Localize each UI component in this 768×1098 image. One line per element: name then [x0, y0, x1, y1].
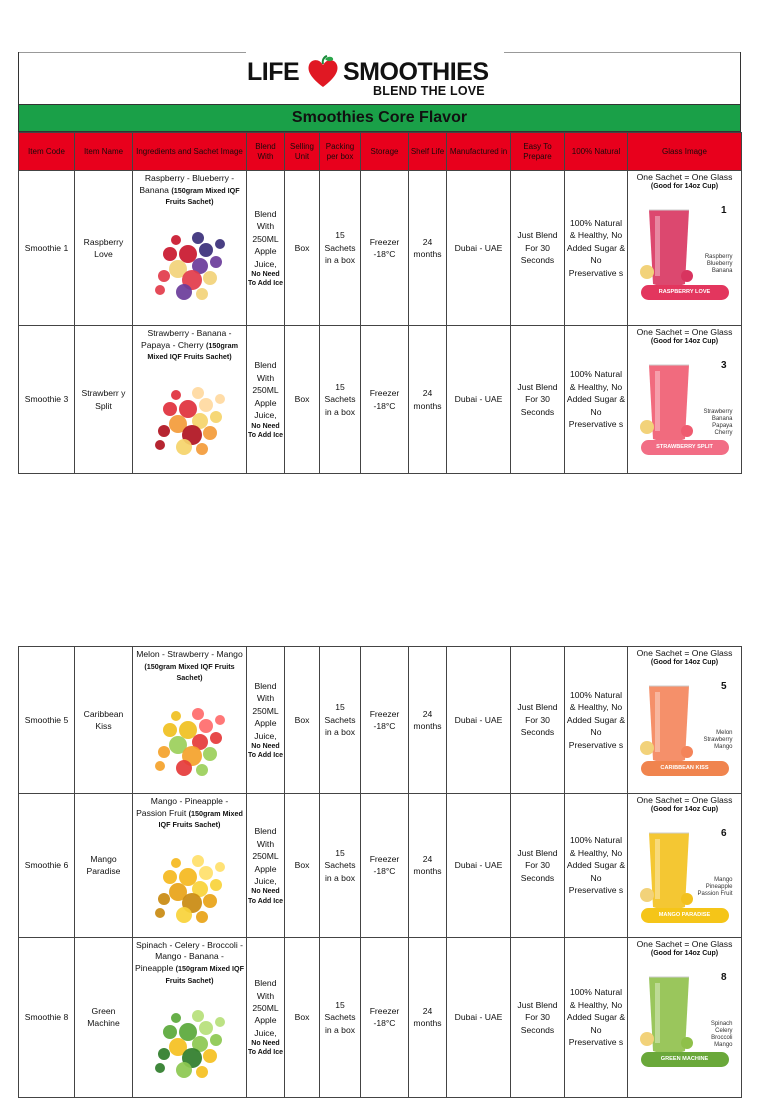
ingredients-text: Spinach - Celery - Broccoli - Mango - Banana - Pineapple — [135, 939, 243, 973]
blend-with: Blend With 250ML Apple Juice, No Need To Add Ice — [247, 937, 285, 1097]
glass-fruit-name: Passion Fruit — [697, 891, 733, 898]
sachet-fruit-image — [140, 214, 240, 314]
flavor-table-1 — [18, 132, 742, 474]
logo-box — [18, 52, 741, 104]
header-item-code: Item Code — [19, 133, 75, 171]
selling-unit: Box — [285, 326, 320, 474]
manufactured-in: Dubai - UAE — [447, 937, 511, 1097]
shelf-life: 24 months — [409, 937, 447, 1097]
flavor-badge: STRAWBERRY SPLIT — [641, 440, 729, 455]
glass-fruit-names — [703, 409, 732, 437]
glass-fruit-names — [705, 254, 733, 275]
flavor-number: 6 — [720, 828, 727, 840]
table-row — [19, 647, 742, 794]
product-sheet-2 — [18, 646, 741, 1063]
glass-image-cell — [628, 326, 742, 474]
ingredients-text: Mango - Pineapple - Passion Fruit — [136, 796, 229, 818]
sachet-note: (150gram Mixed IQF Fruits Sachet) — [147, 340, 238, 362]
glass-fruit-name: Strawberry — [703, 409, 733, 416]
storage: Freezer -18°C — [361, 171, 409, 326]
ingredients-text: Raspberry - Blueberry - Banana — [139, 173, 235, 195]
sachet-note: (150gram Mixed IQF Fruits Sachet) — [165, 185, 240, 207]
ingredients-cell — [133, 171, 247, 326]
glass-fruit-name: Cherry — [714, 430, 733, 437]
blend-with: Blend With 250ML Apple Juice, No Need To Add Ice — [247, 647, 285, 794]
glass-subheading: (Good for 14oz Cup) — [650, 950, 719, 958]
sachet-fruit-image — [140, 369, 240, 469]
flavor-number: 8 — [720, 972, 727, 984]
sachet-note: (150gram Mixed IQF Fruits Sachet) — [165, 963, 244, 985]
storage: Freezer -18°C — [361, 647, 409, 794]
natural: 100% Natural & Healthy, No Added Sugar & No Preservative s — [565, 937, 628, 1097]
header-blend-with: Blend With — [247, 133, 285, 171]
item-name: Strawberr y Split — [75, 326, 133, 474]
glass-fruit-name: Blueberry — [706, 261, 733, 268]
packing: 15 Sachets in a box — [320, 647, 361, 794]
blend-note: No Need To Add Ice — [248, 1040, 283, 1057]
glass-fruit-name: Mango — [714, 877, 733, 884]
glass-heading: One Sachet = One Glass — [636, 172, 733, 182]
glass-fruit-name: Banana — [711, 416, 733, 423]
glass-fruit-name: Banana — [711, 268, 733, 275]
selling-unit: Box — [285, 794, 320, 938]
storage: Freezer -18°C — [361, 326, 409, 474]
packing: 15 Sachets in a box — [320, 937, 361, 1097]
glass-fruit-name: Spinach — [710, 1021, 733, 1028]
blend-note: No Need To Add Ice — [248, 888, 283, 905]
flavor-badge: MANGO PARADISE — [641, 908, 729, 923]
blend-with: Blend With 250ML Apple Juice, No Need To Add Ice — [247, 171, 285, 326]
sachet-note: (150gram Mixed IQF Fruits Sachet) — [144, 661, 235, 683]
blend-note: No Need To Add Ice — [248, 422, 283, 439]
table-row — [19, 794, 742, 938]
flavor-table-2 — [18, 646, 742, 1098]
blend-note: No Need To Add Ice — [248, 271, 283, 288]
glass-heading: One Sachet = One Glass — [636, 327, 733, 337]
glass-image-cell — [628, 794, 742, 938]
shelf-life: 24 months — [409, 326, 447, 474]
smoothie-glass-image — [633, 819, 737, 927]
item-code: Smoothie 8 — [19, 937, 75, 1097]
glass-fruit-name: Melon — [716, 730, 733, 737]
easy-prepare: Just Blend For 30 Seconds — [511, 171, 565, 326]
sachet-fruit-image — [140, 992, 240, 1092]
flavor-badge: GREEN MACHINE — [641, 1052, 729, 1067]
item-name: Raspberry Love — [75, 171, 133, 326]
shelf-life: 24 months — [409, 647, 447, 794]
glass-image-cell — [628, 647, 742, 794]
header-shelf-life: Shelf Life — [409, 133, 447, 171]
manufactured-in: Dubai - UAE — [447, 794, 511, 938]
natural: 100% Natural & Healthy, No Added Sugar & No Preservative s — [565, 794, 628, 938]
sachet-fruit-image — [140, 837, 240, 937]
header-selling-unit: Selling Unit — [285, 133, 320, 171]
item-code: Smoothie 1 — [19, 171, 75, 326]
glass-fruit-name: Strawberry — [703, 737, 733, 744]
glass-subheading: (Good for 14oz Cup) — [650, 659, 719, 667]
flavor-badge: RASPBERRY LOVE — [641, 285, 729, 300]
selling-unit: Box — [285, 171, 320, 326]
ingredients-cell — [133, 937, 247, 1097]
glass-fruit-name: Broccoli — [711, 1035, 733, 1042]
easy-prepare: Just Blend For 30 Seconds — [511, 937, 565, 1097]
storage: Freezer -18°C — [361, 937, 409, 1097]
manufactured-in: Dubai - UAE — [447, 647, 511, 794]
blend-with: Blend With 250ML Apple Juice, No Need To Add Ice — [247, 794, 285, 938]
packing: 15 Sachets in a box — [320, 794, 361, 938]
header-packing: Packing per box — [320, 133, 361, 171]
easy-prepare: Just Blend For 30 Seconds — [511, 647, 565, 794]
glass-heading: One Sachet = One Glass — [636, 938, 733, 949]
glass-subheading: (Good for 14oz Cup) — [650, 806, 719, 814]
packing: 15 Sachets in a box — [320, 171, 361, 326]
flavor-number: 5 — [720, 681, 727, 693]
item-code: Smoothie 5 — [19, 647, 75, 794]
glass-image-cell — [628, 171, 742, 326]
table-header-row — [19, 133, 742, 171]
header-manufactured: Manufactured in — [447, 133, 511, 171]
life-smoothies-logo: LIFE SMOOTHIES BLEND THE LOVE — [247, 58, 489, 98]
glass-image-cell — [628, 937, 742, 1097]
glass-fruit-name: Raspberry — [704, 254, 733, 261]
storage: Freezer -18°C — [361, 794, 409, 938]
sachet-fruit-image — [140, 690, 240, 790]
flavor-number: 3 — [720, 360, 727, 372]
ingredients-cell — [133, 326, 247, 474]
glass-fruit-name: Pineapple — [705, 884, 733, 891]
shelf-life: 24 months — [409, 171, 447, 326]
easy-prepare: Just Blend For 30 Seconds — [511, 326, 565, 474]
item-name: Mango Paradise — [75, 794, 133, 938]
ingredients-text: Melon - Strawberry - Mango — [136, 649, 243, 659]
item-name: Caribbean Kiss — [75, 647, 133, 794]
heart-apple-icon — [305, 56, 341, 90]
ingredients-text: Strawberry - Banana - Papaya - Cherry — [141, 328, 232, 350]
glass-fruit-names — [703, 730, 732, 751]
smoothie-glass-image — [633, 196, 737, 304]
manufactured-in: Dubai - UAE — [447, 171, 511, 326]
glass-fruit-name: Papaya — [712, 423, 733, 430]
packing: 15 Sachets in a box — [320, 326, 361, 474]
glass-fruit-names — [711, 1021, 733, 1049]
item-name: Green Machine — [75, 937, 133, 1097]
natural: 100% Natural & Healthy, No Added Sugar & No Preservative s — [565, 171, 628, 326]
glass-fruit-names — [697, 877, 732, 898]
ingredients-cell — [133, 794, 247, 938]
table-row — [19, 326, 742, 474]
table-row — [19, 937, 742, 1097]
easy-prepare: Just Blend For 30 Seconds — [511, 794, 565, 938]
page-title: Smoothies Core Flavor — [18, 104, 741, 132]
selling-unit: Box — [285, 937, 320, 1097]
glass-heading: One Sachet = One Glass — [636, 648, 733, 658]
item-code: Smoothie 6 — [19, 794, 75, 938]
blend-note: No Need To Add Ice — [248, 743, 283, 760]
selling-unit: Box — [285, 647, 320, 794]
ingredients-cell — [133, 647, 247, 794]
table-row — [19, 171, 742, 326]
glass-heading: One Sachet = One Glass — [636, 795, 733, 805]
smoothie-glass-image — [633, 963, 737, 1071]
glass-fruit-name: Celery — [715, 1028, 733, 1035]
blend-with: Blend With 250ML Apple Juice, No Need To Add Ice — [247, 326, 285, 474]
smoothie-glass-image — [633, 351, 737, 459]
header-item-name: Item Name — [75, 133, 133, 171]
natural: 100% Natural & Healthy, No Added Sugar & No Preservative s — [565, 647, 628, 794]
glass-subheading: (Good for 14oz Cup) — [650, 338, 719, 346]
glass-fruit-name: Mango — [714, 1041, 733, 1048]
manufactured-in: Dubai - UAE — [447, 326, 511, 474]
sachet-note: (150gram Mixed IQF Fruits Sachet) — [158, 808, 243, 830]
header-storage: Storage — [361, 133, 409, 171]
natural: 100% Natural & Healthy, No Added Sugar & No Preservative s — [565, 326, 628, 474]
header-easy-prepare: Easy To Prepare — [511, 133, 565, 171]
glass-subheading: (Good for 14oz Cup) — [650, 183, 719, 191]
flavor-badge: CARIBBEAN KISS — [641, 761, 729, 776]
header-natural: 100% Natural — [565, 133, 628, 171]
item-code: Smoothie 3 — [19, 326, 75, 474]
shelf-life: 24 months — [409, 794, 447, 938]
flavor-number: 1 — [720, 205, 727, 217]
smoothie-glass-image — [633, 672, 737, 780]
header-ingredients: Ingredients and Sachet Image — [133, 133, 247, 171]
glass-fruit-name: Mango — [714, 744, 733, 751]
header-glass-image: Glass Image — [628, 133, 742, 171]
